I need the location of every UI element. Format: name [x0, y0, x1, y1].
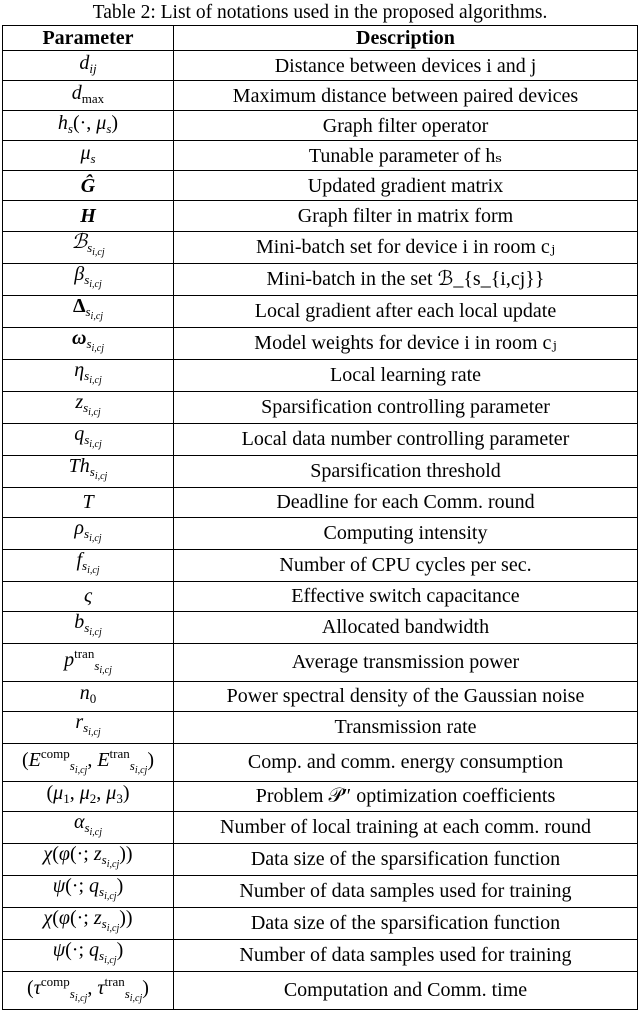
- parameter-cell: [3, 295, 174, 327]
- math-symbol: μ: [96, 111, 107, 134]
- parameter-cell: [3, 811, 174, 843]
- description-cell: Graph filter in matrix form: [174, 201, 638, 231]
- math-symbol: ): [142, 976, 149, 999]
- math-symbol: (: [52, 906, 59, 929]
- math-symbol: max: [81, 90, 105, 106]
- math-symbol: ): [122, 782, 130, 805]
- parameter-cell: [3, 171, 174, 201]
- math-symbol: s: [90, 150, 96, 166]
- description-cell: Number of CPU cycles per sec.: [174, 549, 638, 581]
- description-cell: Allocated bandwidth: [174, 611, 638, 643]
- math-symbol: (·;: [65, 874, 90, 897]
- math-symbol: i,cj: [88, 726, 101, 738]
- math-symbol: tran: [104, 973, 125, 989]
- math-symbol: ,: [87, 748, 98, 771]
- math-symbol: comp: [40, 973, 70, 989]
- table-row: [3, 907, 638, 939]
- header-description: Description: [174, 26, 638, 51]
- math-symbol: r: [75, 710, 84, 733]
- math-symbol: (: [21, 748, 29, 771]
- table-row: [3, 327, 638, 359]
- parameter-cell: [3, 455, 174, 487]
- parameter-cell: [3, 51, 174, 81]
- notation-table: [2, 25, 638, 1010]
- math-symbol: E: [28, 748, 41, 771]
- table-row: [3, 711, 638, 743]
- parameter-cell: [3, 201, 174, 231]
- math-symbol: i,cj: [99, 664, 112, 676]
- parameter-cell: [3, 781, 174, 811]
- description-cell: Comp. and comm. energy consumption: [174, 743, 638, 781]
- math-symbol: i,cj: [104, 954, 117, 966]
- math-symbol: i,cj: [94, 470, 108, 482]
- math-symbol: s: [84, 819, 90, 835]
- table-row: [3, 201, 638, 231]
- math-symbol: i,cj: [89, 278, 102, 290]
- math-symbol: s: [86, 335, 92, 351]
- math-symbol: s: [83, 399, 89, 415]
- table-row: [3, 111, 638, 141]
- math-symbol: ς: [83, 585, 93, 608]
- description-cell: Problem 𝒫″ optimization coefficients: [174, 781, 638, 811]
- parameter-cell: [3, 743, 174, 781]
- parameter-cell: [3, 487, 174, 517]
- table-caption: Table 2: List of notations used in the proposed algorithms.: [92, 2, 548, 23]
- table-row: [3, 51, 638, 81]
- parameter-cell: [3, 549, 174, 581]
- math-symbol: s: [101, 915, 107, 931]
- table-row: [3, 263, 638, 295]
- math-symbol: s: [84, 619, 90, 635]
- description-cell: Sparsification controlling parameter: [174, 391, 638, 423]
- parameter-cell: [3, 907, 174, 939]
- math-symbol: i,cj: [89, 374, 102, 386]
- math-symbol: i,cj: [89, 438, 102, 450]
- math-symbol: s: [69, 985, 75, 1001]
- parameter-cell: [3, 327, 174, 359]
- math-symbol: ℬ: [71, 230, 88, 253]
- math-symbol: )): [119, 842, 133, 865]
- math-symbol: ψ: [52, 938, 66, 961]
- math-symbol: i,cj: [91, 342, 105, 354]
- math-symbol: ω: [71, 326, 87, 349]
- description-cell: Local learning rate: [174, 359, 638, 391]
- math-symbol: i,cj: [134, 764, 148, 776]
- table-row: [3, 295, 638, 327]
- description-cell: Number of local training at each comm. round: [174, 811, 638, 843]
- math-symbol: 0: [89, 691, 97, 707]
- math-symbol: z: [93, 906, 102, 929]
- math-symbol: Ĝ: [80, 174, 96, 197]
- math-symbol: ): [147, 748, 154, 771]
- math-symbol: μ: [53, 782, 64, 805]
- parameter-cell: [3, 843, 174, 875]
- description-cell: Power spectral density of the Gaussian noise: [174, 681, 638, 711]
- math-symbol: s: [101, 851, 107, 867]
- table-row: [3, 643, 638, 681]
- table-row: [3, 359, 638, 391]
- math-symbol: μ: [79, 782, 90, 805]
- math-symbol: s: [99, 947, 105, 963]
- description-cell: Number of data samples used for training: [174, 875, 638, 907]
- description-cell: Tunable parameter of hₛ: [174, 141, 638, 171]
- math-symbol: ): [116, 874, 124, 897]
- table-row: [3, 971, 638, 1009]
- description-cell: Mini-batch set for device i in room cⱼ: [174, 231, 638, 263]
- math-symbol: (·;: [69, 906, 94, 929]
- math-symbol: s: [69, 757, 75, 773]
- math-symbol: i,cj: [89, 532, 102, 544]
- math-symbol: τ: [97, 976, 105, 999]
- table-row: [3, 487, 638, 517]
- parameter-cell: [3, 423, 174, 455]
- math-symbol: z: [93, 842, 102, 865]
- parameter-cell: [3, 681, 174, 711]
- math-symbol: s: [99, 883, 105, 899]
- parameter-cell: [3, 231, 174, 263]
- math-symbol: 3: [116, 791, 123, 807]
- table-row: [3, 611, 638, 643]
- math-symbol: s: [87, 239, 93, 255]
- parameter-cell: [3, 711, 174, 743]
- math-symbol: ,: [96, 782, 107, 805]
- description-cell: Data size of the sparsification function: [174, 843, 638, 875]
- parameter-cell: [3, 643, 174, 681]
- math-symbol: ,: [69, 782, 80, 805]
- math-symbol: i,cj: [87, 564, 100, 576]
- table-row: [3, 423, 638, 455]
- description-cell: Local data number controlling parameter: [174, 423, 638, 455]
- math-symbol: E: [97, 748, 110, 771]
- table-row: [3, 875, 638, 907]
- description-cell: Number of data samples used for training: [174, 939, 638, 971]
- math-symbol: i,cj: [88, 406, 101, 418]
- description-cell: Model weights for device i in room cⱼ: [174, 327, 638, 359]
- math-symbol: ij: [89, 60, 97, 76]
- math-symbol: η: [74, 358, 85, 381]
- description-cell: Effective switch capacitance: [174, 581, 638, 611]
- table-row: [3, 81, 638, 111]
- description-cell: Updated gradient matrix: [174, 171, 638, 201]
- parameter-cell: [3, 581, 174, 611]
- table-row: [3, 743, 638, 781]
- table-row: [3, 391, 638, 423]
- parameter-cell: [3, 517, 174, 549]
- math-symbol: (: [27, 976, 34, 999]
- math-symbol: i,cj: [106, 858, 120, 870]
- math-symbol: p: [64, 648, 75, 671]
- math-symbol: μ: [80, 141, 91, 164]
- math-symbol: (: [52, 842, 59, 865]
- math-symbol: μ: [106, 782, 117, 805]
- math-symbol: Th: [68, 454, 90, 477]
- math-symbol: s: [67, 120, 73, 136]
- math-symbol: χ: [43, 906, 53, 929]
- parameter-cell: [3, 391, 174, 423]
- math-symbol: i,cj: [89, 626, 102, 638]
- math-symbol: s: [124, 985, 130, 1001]
- table-row: [3, 811, 638, 843]
- math-symbol: i,cj: [90, 310, 104, 322]
- header-parameter: Parameter: [3, 26, 174, 51]
- math-symbol: τ: [33, 976, 41, 999]
- math-symbol: b: [74, 610, 85, 633]
- math-symbol: β: [74, 262, 85, 285]
- table-row: [3, 141, 638, 171]
- description-cell: Maximum distance between paired devices: [174, 81, 638, 111]
- math-symbol: s: [129, 757, 135, 773]
- parameter-cell: [3, 141, 174, 171]
- math-symbol: h: [57, 111, 68, 134]
- math-symbol: i,cj: [129, 992, 143, 1004]
- math-symbol: z: [75, 390, 84, 413]
- table-row: [3, 231, 638, 263]
- table-body: [3, 51, 638, 1010]
- table-row: [3, 843, 638, 875]
- math-symbol: i,cj: [89, 826, 103, 838]
- math-symbol: s: [82, 557, 88, 573]
- math-symbol: i,cj: [104, 890, 117, 902]
- description-cell: Transmission rate: [174, 711, 638, 743]
- math-symbol: q: [89, 874, 100, 897]
- table-row: [3, 939, 638, 971]
- parameter-cell: [3, 611, 174, 643]
- description-cell: Computation and Comm. time: [174, 971, 638, 1009]
- math-symbol: s: [106, 120, 112, 136]
- parameter-cell: [3, 971, 174, 1009]
- math-symbol: comp: [40, 745, 70, 761]
- math-symbol: s: [83, 719, 89, 735]
- table-header-row: [3, 26, 638, 51]
- math-symbol: φ: [58, 842, 70, 865]
- math-symbol: (·;: [65, 938, 90, 961]
- description-cell: Local gradient after each local update: [174, 295, 638, 327]
- description-cell: Distance between devices i and j: [174, 51, 638, 81]
- table-row: [3, 581, 638, 611]
- math-symbol: s: [84, 367, 90, 383]
- math-symbol: s: [84, 271, 90, 287]
- math-symbol: 2: [89, 791, 97, 807]
- math-symbol: α: [73, 810, 85, 833]
- math-symbol: (·;: [69, 842, 94, 865]
- parameter-cell: [3, 263, 174, 295]
- math-symbol: i,cj: [92, 246, 105, 258]
- table-row: [3, 171, 638, 201]
- math-symbol: s: [94, 657, 100, 673]
- math-symbol: 1: [63, 791, 70, 807]
- math-symbol: n: [79, 682, 90, 705]
- math-symbol: Δ: [72, 294, 86, 317]
- math-symbol: s: [84, 431, 90, 447]
- table-row: [3, 517, 638, 549]
- math-symbol: d: [71, 81, 82, 104]
- parameter-cell: [3, 359, 174, 391]
- math-symbol: i,cj: [74, 764, 88, 776]
- parameter-cell: [3, 111, 174, 141]
- math-symbol: χ: [43, 842, 53, 865]
- description-cell: Deadline for each Comm. round: [174, 487, 638, 517]
- math-symbol: ρ: [74, 516, 85, 539]
- math-symbol: tran: [109, 745, 130, 761]
- math-symbol: (·,: [72, 111, 97, 134]
- math-symbol: i,cj: [74, 992, 88, 1004]
- math-symbol: d: [79, 51, 90, 74]
- description-cell: Computing intensity: [174, 517, 638, 549]
- math-symbol: ψ: [52, 874, 66, 897]
- table-row: [3, 681, 638, 711]
- description-cell: Sparsification threshold: [174, 455, 638, 487]
- description-cell: Average transmission power: [174, 643, 638, 681]
- parameter-cell: [3, 939, 174, 971]
- math-symbol: q: [89, 938, 100, 961]
- math-symbol: ): [111, 111, 119, 134]
- math-symbol: ): [116, 938, 124, 961]
- math-symbol: φ: [58, 906, 70, 929]
- math-symbol: s: [85, 303, 91, 319]
- parameter-cell: [3, 81, 174, 111]
- table-row: [3, 549, 638, 581]
- math-symbol: q: [74, 422, 85, 445]
- description-cell: Mini-batch in the set ℬ_{s_{i,cj}}: [174, 263, 638, 295]
- math-symbol: i,cj: [106, 922, 120, 934]
- math-symbol: s: [89, 463, 95, 479]
- description-cell: Data size of the sparsification function: [174, 907, 638, 939]
- math-symbol: f: [76, 548, 82, 571]
- math-symbol: tran: [74, 645, 95, 661]
- table-row: [3, 455, 638, 487]
- math-symbol: )): [119, 906, 133, 929]
- parameter-cell: [3, 875, 174, 907]
- description-cell: Graph filter operator: [174, 111, 638, 141]
- math-symbol: T: [82, 491, 94, 514]
- math-symbol: H: [80, 205, 96, 228]
- math-symbol: (: [46, 782, 54, 805]
- math-symbol: ,: [87, 976, 98, 999]
- table-row: [3, 781, 638, 811]
- math-symbol: s: [84, 525, 90, 541]
